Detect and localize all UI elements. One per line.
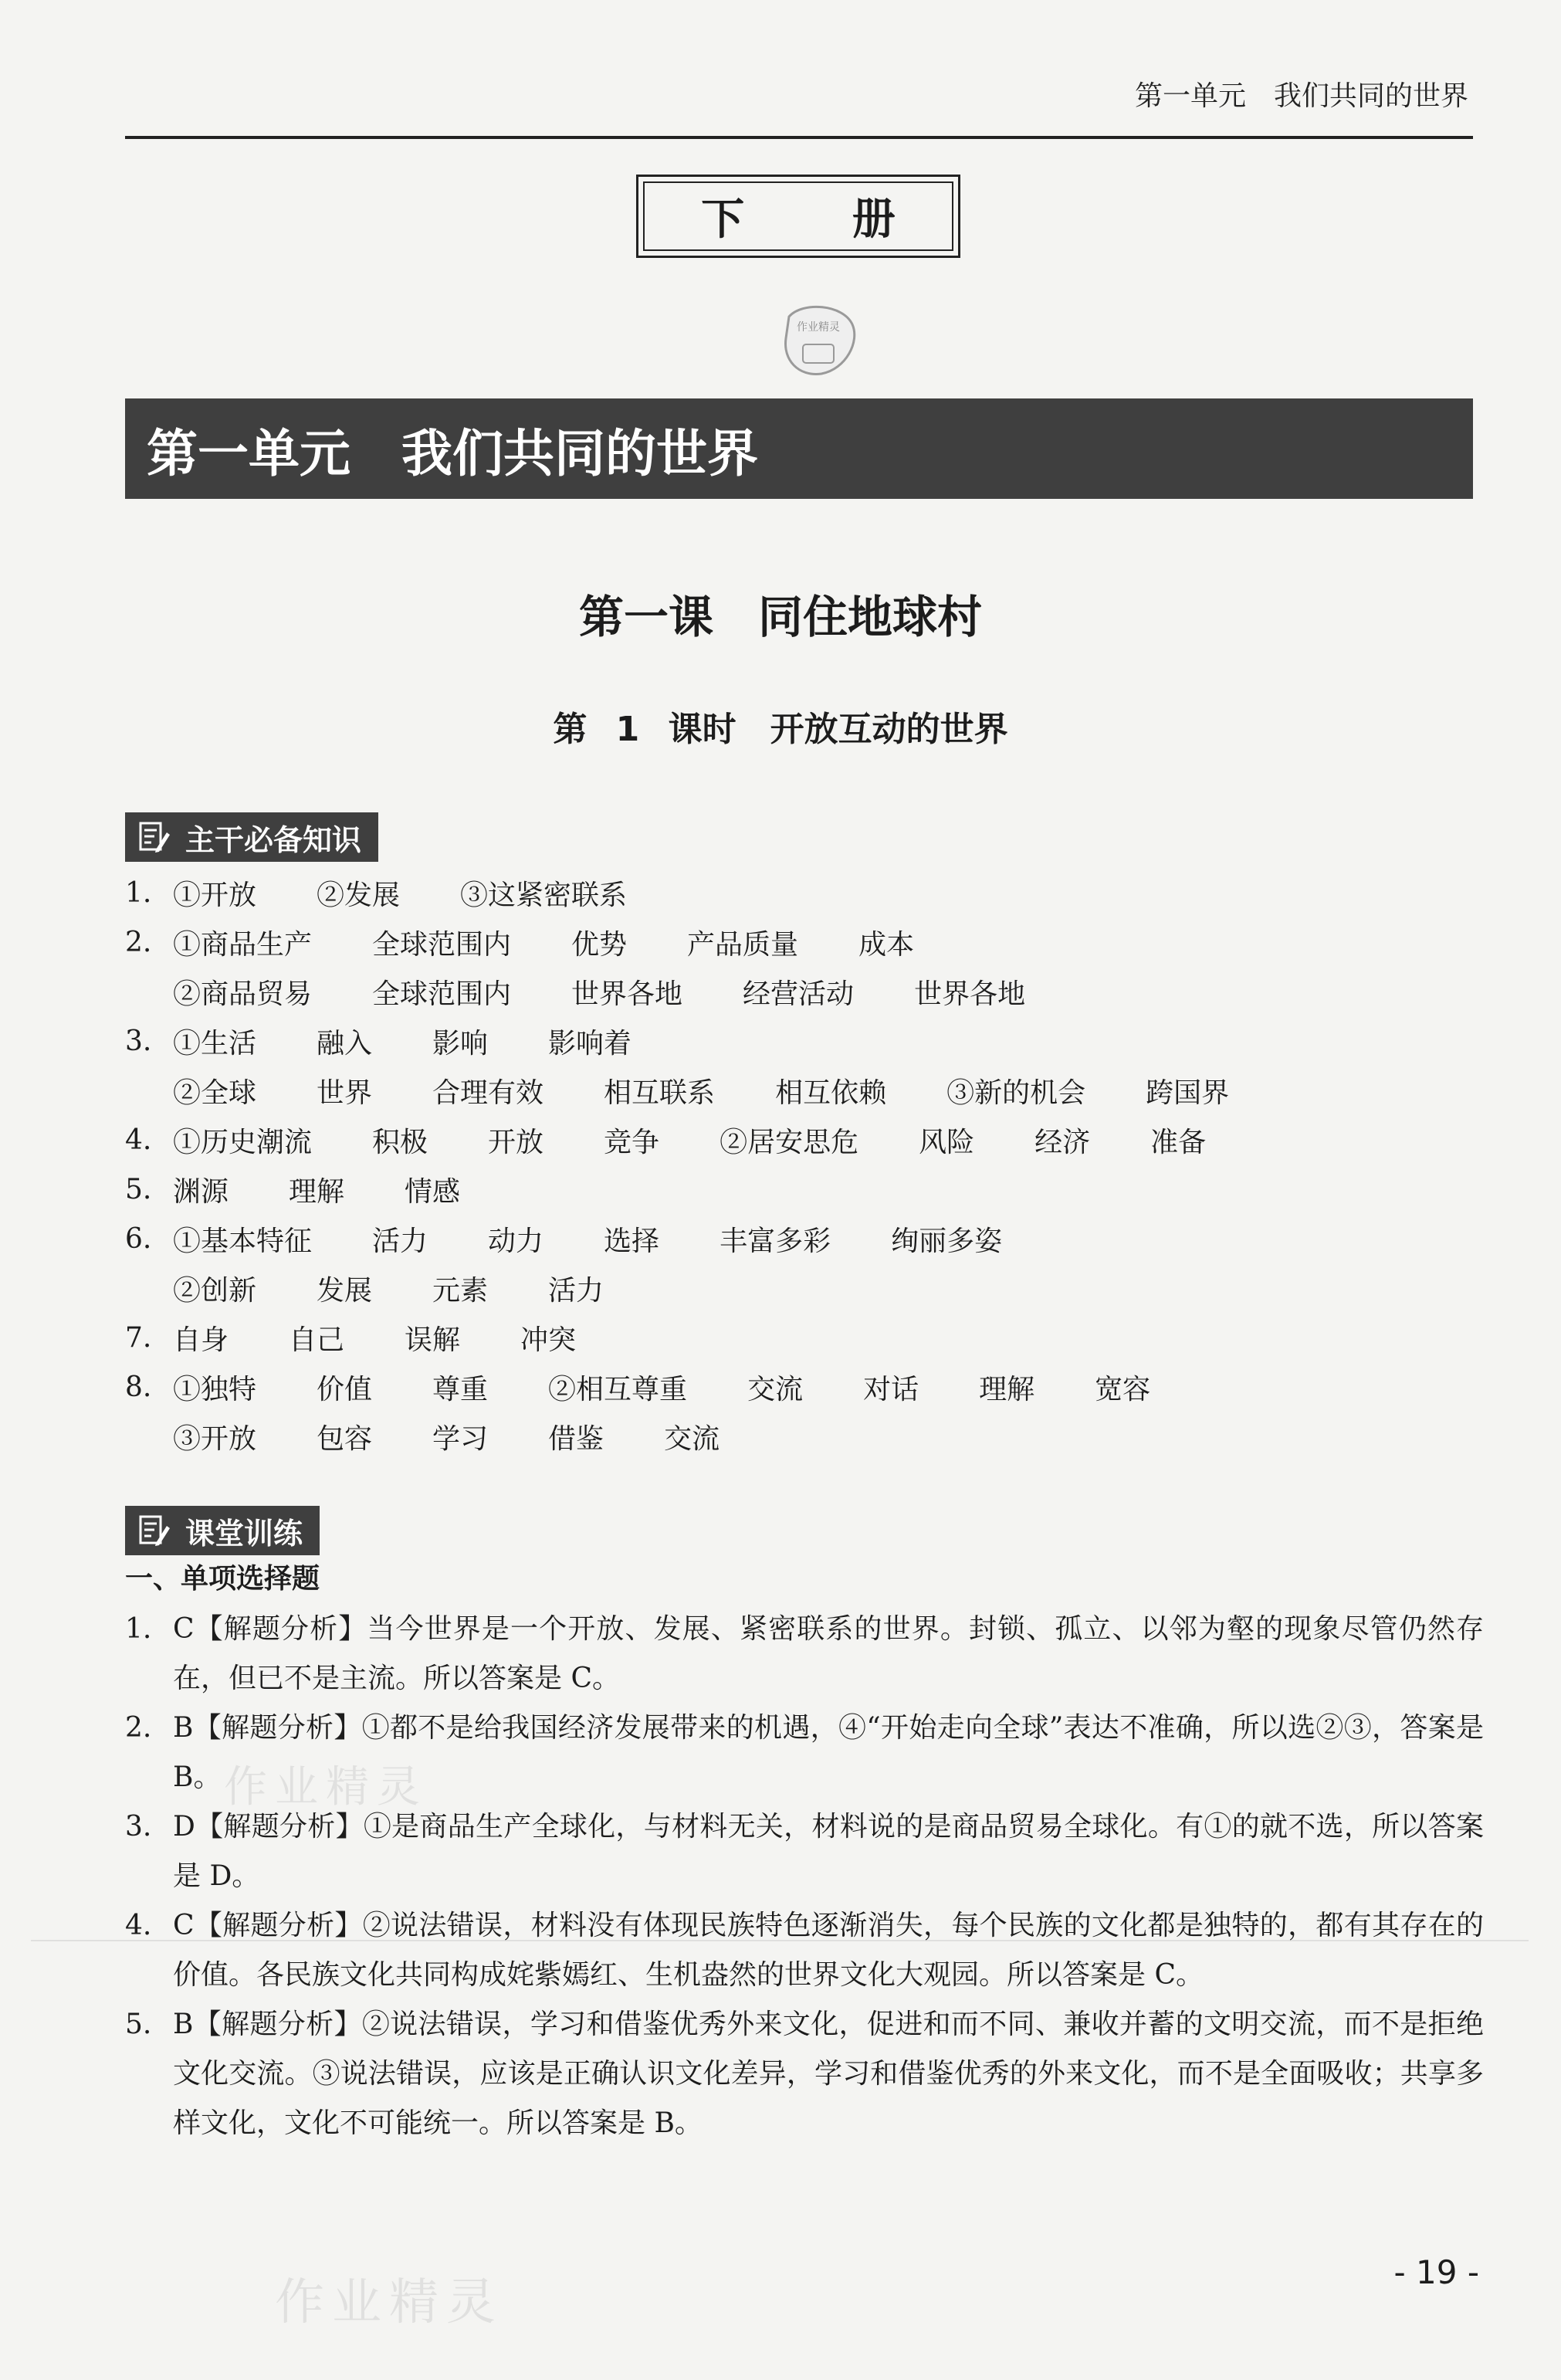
answer-term: 积极 [372, 1126, 428, 1158]
period-title: 第 1 课时 开放互动的世界 [553, 710, 1008, 749]
answer-term: ②商品贸易 [173, 978, 313, 1010]
answer-term: 世界各地 [571, 978, 683, 1010]
answer-term: 尊重 [432, 1373, 489, 1405]
answer-term: ①商品生产 [173, 928, 313, 961]
answer-term: 误解 [405, 1324, 461, 1356]
answer-item [125, 1605, 1484, 1704]
knowledge-line [125, 1263, 1484, 1313]
answer-term: ①生活 [173, 1027, 257, 1059]
knowledge-section-tag [125, 812, 378, 862]
answer-explanation: B【解题分析】①都不是给我国经济发展带来的机遇，④“开始走向全球”表达不准确，所以选②③，答案是 B。 [173, 1712, 1484, 1793]
notebook-pen-icon [136, 1512, 173, 1549]
answer-term: 世界各地 [914, 978, 1026, 1010]
faint-divider [31, 1940, 1529, 1941]
answer-term: 自己 [289, 1324, 345, 1356]
answer-term: ①开放 [173, 879, 257, 911]
answer-term: 全球范围内 [372, 978, 512, 1010]
answer-term: 经济 [1034, 1126, 1091, 1158]
answer-term: 开放 [488, 1126, 544, 1158]
knowledge-list [125, 868, 1484, 1461]
answer-term: 跨国界 [1146, 1076, 1230, 1109]
practice-section-tag [125, 1506, 320, 1555]
answer-term: 活力 [372, 1225, 428, 1257]
term-group [173, 923, 974, 962]
knowledge-line [125, 1362, 1484, 1412]
item-number: 6. [125, 1222, 152, 1255]
answer-term: 全球范围内 [372, 928, 512, 961]
answer-term: 丰富多彩 [720, 1225, 831, 1257]
answer-term: 元素 [432, 1274, 489, 1307]
answer-number: 2. [125, 1712, 152, 1744]
answer-term: ①独特 [173, 1373, 257, 1405]
term-group [173, 1219, 1062, 1259]
item-number: 1. [125, 876, 152, 909]
answer-term: 成本 [858, 928, 915, 961]
term-group [173, 1022, 692, 1061]
term-group [173, 1170, 520, 1209]
answer-term: 动力 [488, 1225, 544, 1257]
term-group [173, 873, 687, 913]
answer-term: 情感 [405, 1175, 461, 1208]
item-number: 8. [125, 1371, 152, 1403]
answer-term: 渊源 [173, 1175, 229, 1208]
answer-term: 选择 [604, 1225, 660, 1257]
answer-term: 发展 [317, 1274, 373, 1307]
knowledge-line [125, 1115, 1484, 1165]
subsection-heading: 一、单项选择题 [125, 1563, 320, 1595]
knowledge-line [125, 1412, 1484, 1461]
term-group [173, 1071, 1289, 1110]
item-number: 2. [125, 926, 152, 958]
answer-term: 交流 [664, 1422, 720, 1455]
volume-label-box [636, 175, 960, 258]
answer-explanation: C【解题分析】当今世界是一个开放、发展、紧密联系的世界。封锁、孤立、以邻为壑的现象尽管仍然存在，但已不是主流。所以答案是 C。 [173, 1613, 1484, 1694]
answer-term: 经营活动 [743, 978, 855, 1010]
knowledge-line [125, 1214, 1484, 1263]
term-group [173, 1368, 1211, 1407]
watermark: 作业精灵 [275, 2274, 503, 2331]
answer-term: 合理有效 [432, 1076, 544, 1109]
knowledge-line [125, 868, 1484, 917]
answer-term: 理解 [979, 1373, 1035, 1405]
answer-term: ②全球 [173, 1076, 257, 1109]
answer-term: 竞争 [604, 1126, 660, 1158]
answer-term: 理解 [289, 1175, 345, 1208]
answer-number: 4. [125, 1910, 152, 1941]
term-group [173, 1269, 664, 1308]
item-number: 3. [125, 1025, 152, 1057]
answer-explanation: D【解题分析】①是商品生产全球化，与材料无关，材料说的是商品贸易全球化。有①的就不选，所以答案是 D。 [173, 1811, 1484, 1892]
answer-term: 相互联系 [604, 1076, 716, 1109]
answer-term: ③新的机会 [946, 1076, 1086, 1109]
answer-term: 借鉴 [548, 1422, 604, 1455]
answer-term: 绚丽多姿 [891, 1225, 1003, 1257]
knowledge-line [125, 1066, 1484, 1115]
item-number: 7. [125, 1321, 152, 1354]
term-group [173, 1318, 636, 1358]
answer-list [125, 1605, 1484, 2148]
answer-term: ③这紧密联系 [460, 879, 628, 911]
answer-item [125, 2000, 1484, 2148]
answer-term: 宽容 [1095, 1373, 1151, 1405]
answer-term: 准备 [1150, 1126, 1207, 1158]
notebook-pen-icon [136, 819, 173, 856]
answer-term: 融入 [317, 1027, 373, 1059]
answer-number: 5. [125, 2009, 152, 2040]
answer-term: 包容 [317, 1422, 373, 1455]
answer-term: ①基本特征 [173, 1225, 313, 1257]
item-number: 5. [125, 1173, 152, 1205]
answer-term: 价值 [317, 1373, 373, 1405]
running-header: 第一单元 我们共同的世界 [1134, 80, 1468, 112]
stamp-logo [772, 293, 865, 386]
item-number: 4. [125, 1124, 152, 1156]
watermark: 作业精灵 [224, 1762, 428, 1812]
practice-section-label: 课堂训练 [185, 1516, 303, 1551]
answer-term: 风险 [919, 1126, 975, 1158]
answer-term: 自身 [173, 1324, 229, 1356]
stamp-text: 作业精灵 [797, 321, 840, 334]
answer-term: 世界 [317, 1076, 373, 1109]
knowledge-line [125, 967, 1484, 1016]
answer-term: 相互依赖 [775, 1076, 887, 1109]
term-group [173, 1417, 780, 1456]
answer-term: 活力 [548, 1274, 604, 1307]
term-group [173, 1120, 1266, 1160]
answer-explanation: C【解题分析】②说法错误，材料没有体现民族特色逐渐消失，每个民族的文化都是独特的，都有其存在的价值。各民族文化共同构成姹紫嫣红、生机盎然的世界文化大观园。所以答案是 C。 [173, 1910, 1484, 1991]
answer-term: 冲突 [520, 1324, 577, 1356]
answer-term: 对话 [863, 1373, 919, 1405]
knowledge-line [125, 1165, 1484, 1214]
answer-explanation: B【解题分析】②说法错误，学习和借鉴优秀外来文化，促进和而不同、兼收并蓄的文明交流，而不是拒绝文化交流。③说法错误，应该是正确认识文化差异，学习和借鉴优秀的外来文化，而不是全面吸收；共享多样文化，文化不可能统一。所以答案是 B。 [173, 2009, 1484, 2139]
page-number: - 19 - [1393, 2253, 1479, 2291]
answer-term: ②创新 [173, 1274, 257, 1307]
answer-term: 产品质量 [687, 928, 799, 961]
lesson-title: 第一课 同住地球村 [578, 591, 982, 643]
answer-number: 1. [125, 1613, 152, 1645]
unit-banner: 第一单元 我们共同的世界 [125, 398, 1473, 499]
term-group [173, 972, 1085, 1012]
answer-term: 优势 [571, 928, 628, 961]
answer-item [125, 1802, 1484, 1901]
answer-term: 影响 [432, 1027, 489, 1059]
knowledge-line [125, 917, 1484, 967]
answer-term: ②居安思危 [720, 1126, 859, 1158]
answer-term: 交流 [747, 1373, 804, 1405]
answer-term: ①历史潮流 [173, 1126, 313, 1158]
knowledge-line [125, 1016, 1484, 1066]
volume-label: 下 册 [643, 181, 953, 251]
header-rule [125, 136, 1473, 139]
answer-term: 学习 [432, 1422, 489, 1455]
knowledge-section-label: 主干必备知识 [185, 822, 362, 857]
answer-term: ③开放 [173, 1422, 257, 1455]
answer-item [125, 1901, 1484, 2000]
answer-number: 3. [125, 1811, 152, 1843]
answer-term: ②发展 [317, 879, 401, 911]
answer-term: 影响着 [548, 1027, 632, 1059]
answer-term: ②相互尊重 [548, 1373, 688, 1405]
knowledge-line [125, 1313, 1484, 1362]
